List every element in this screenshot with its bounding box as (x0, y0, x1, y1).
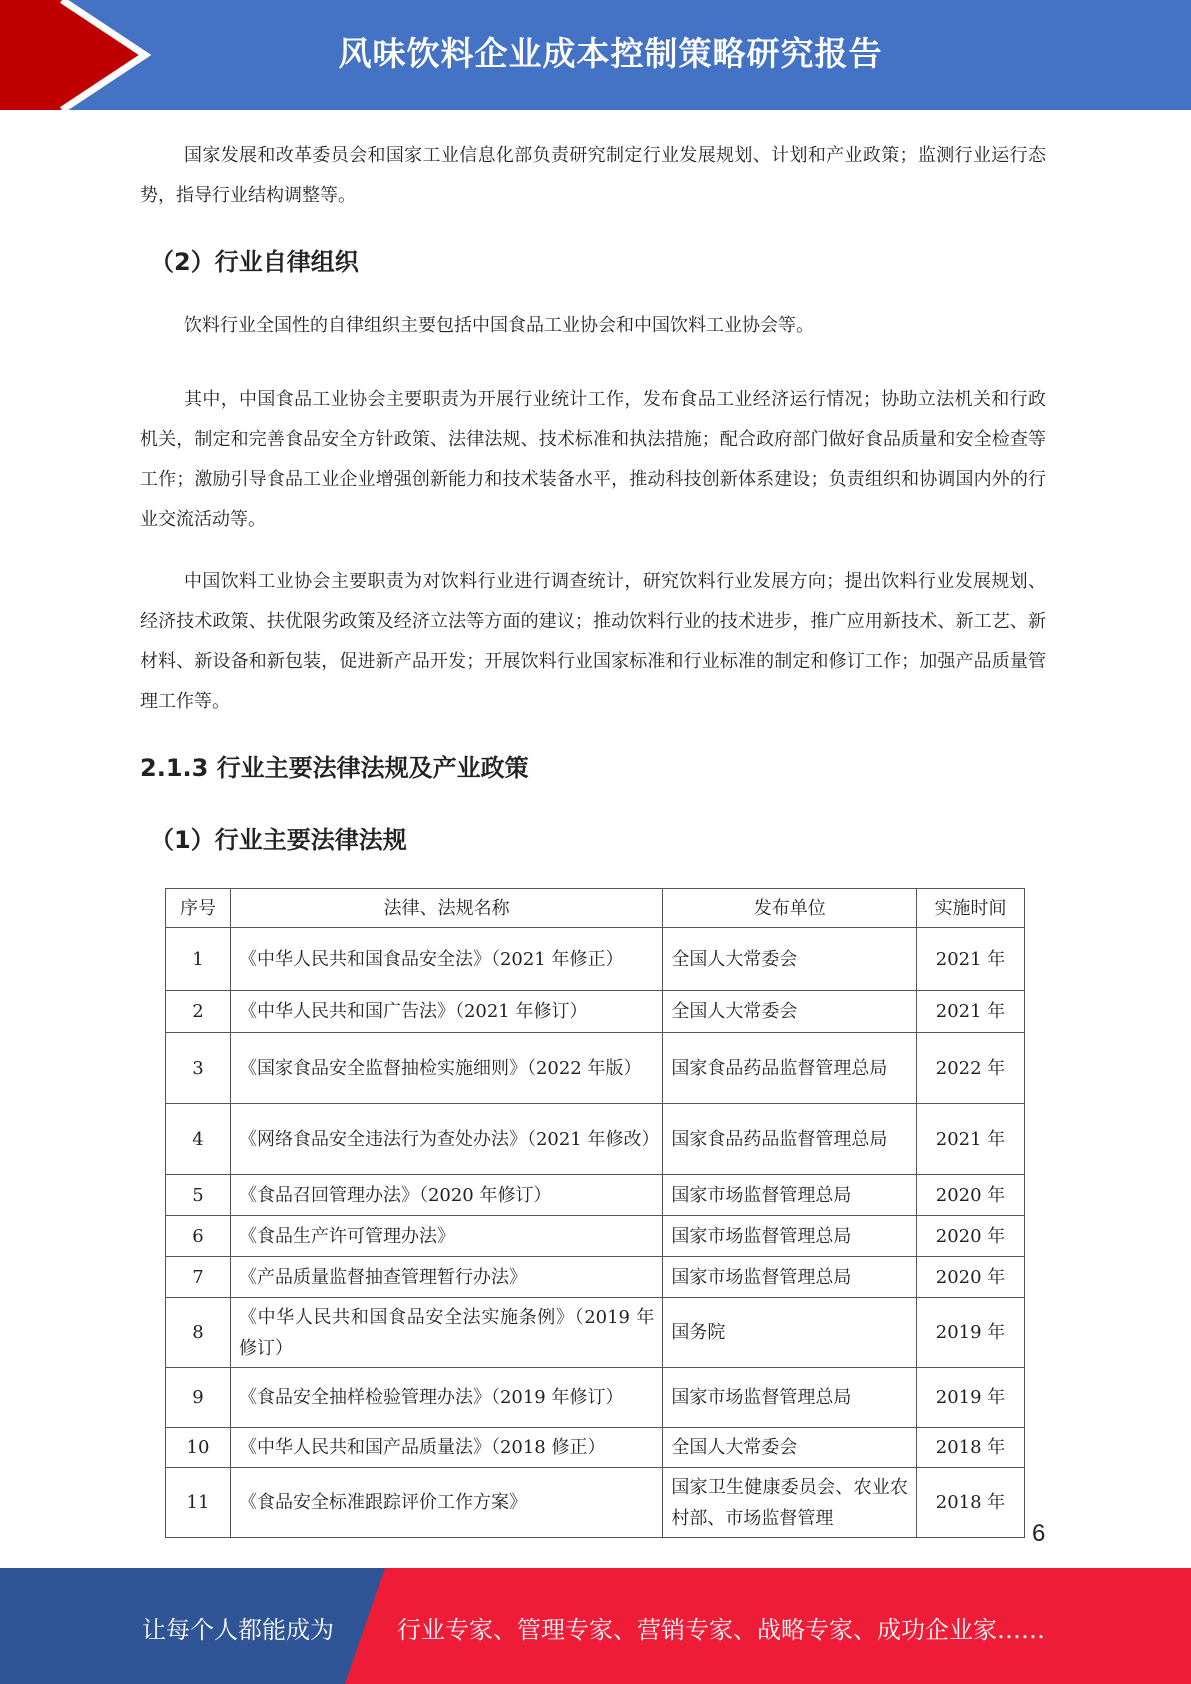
issuing-authority: 全国人大常委会 (663, 1428, 917, 1468)
table-row (166, 1216, 1025, 1257)
row-number: 5 (166, 1175, 231, 1216)
issuing-authority: 国家市场监督管理总局 (663, 1216, 917, 1257)
effective-year: 2018 年 (917, 1428, 1025, 1468)
table-row (166, 1104, 1025, 1175)
law-name: 《食品安全抽样检验管理办法》（2019 年修订） (230, 1368, 662, 1428)
effective-year: 2021 年 (917, 928, 1025, 991)
issuing-authority: 国家市场监督管理总局 (663, 1368, 917, 1428)
row-number: 11 (166, 1468, 231, 1538)
effective-year: 2020 年 (917, 1257, 1025, 1298)
issuing-authority: 国家市场监督管理总局 (663, 1175, 917, 1216)
page-header (0, 0, 1191, 110)
issuing-authority: 国家食品药品监督管理总局 (663, 1033, 917, 1104)
footer-slogan-right: 行业专家、管理专家、营销专家、战略专家、成功企业家…… (397, 1616, 1045, 1644)
law-name: 《食品安全标准跟踪评价工作方案》 (230, 1468, 662, 1538)
issuing-authority: 国家食品药品监督管理总局 (663, 1104, 917, 1175)
report-title: 风味饮料企业成本控制策略研究报告 (338, 34, 883, 73)
effective-year: 2018 年 (917, 1468, 1025, 1538)
issuing-authority: 国家市场监督管理总局 (663, 1257, 917, 1298)
table-row (166, 1368, 1025, 1428)
row-number: 2 (166, 991, 231, 1033)
laws-table (165, 888, 1025, 1538)
header-cell: 发布单位 (663, 889, 917, 928)
table-header-row (166, 889, 1025, 928)
table-row (166, 991, 1025, 1033)
table-row (166, 1298, 1025, 1368)
effective-year: 2020 年 (917, 1175, 1025, 1216)
section-heading: （2）行业自律组织 (150, 248, 359, 276)
row-number: 3 (166, 1033, 231, 1104)
issuing-authority: 全国人大常委会 (663, 928, 917, 991)
effective-year: 2019 年 (917, 1298, 1025, 1368)
law-name: 《国家食品安全监督抽检实施细则》（2022 年版） (230, 1033, 662, 1104)
page-number: 6 (1032, 1520, 1046, 1547)
effective-year: 2021 年 (917, 991, 1025, 1033)
section-heading: 2.1.3 行业主要法律法规及产业政策 (140, 754, 529, 782)
effective-year: 2022 年 (917, 1033, 1025, 1104)
issuing-authority: 全国人大常委会 (663, 991, 917, 1033)
row-number: 6 (166, 1216, 231, 1257)
row-number: 10 (166, 1428, 231, 1468)
law-name: 《网络食品安全违法行为查处办法》（2021 年修改） (230, 1104, 662, 1175)
paragraph: 中国饮料工业协会主要职责为对饮料行业进行调查统计，研究饮料行业发展方向；提出饮料行业发展规划、经济技术政策、扶优限劣政策及经济立法等方面的建议；推动饮料行业的技术进步，推广应用新技术、新工艺、新材料、新设备和新包装，促进新产品开发；开展饮料行业国家标准和行业标准的制定和修订工作；加强产品质量管理工作等。 (140, 571, 1046, 712)
law-name: 《中华人民共和国产品质量法》（2018 修正） (230, 1428, 662, 1468)
row-number: 4 (166, 1104, 231, 1175)
issuing-authority: 国家卫生健康委员会、农业农村部、市场监督管理 (663, 1468, 917, 1538)
effective-year: 2019 年 (917, 1368, 1025, 1428)
effective-year: 2020 年 (917, 1216, 1025, 1257)
page-footer (0, 1568, 1191, 1684)
row-number: 9 (166, 1368, 231, 1428)
law-name: 《食品召回管理办法》（2020 年修订） (230, 1175, 662, 1216)
header-cell: 法律、法规名称 (230, 889, 662, 928)
table-row (166, 1257, 1025, 1298)
paragraph: 国家发展和改革委员会和国家工业信息化部负责研究制定行业发展规划、计划和产业政策；监测行业运行态势，指导行业结构调整等。 (140, 145, 1046, 206)
law-name: 《产品质量监督抽查管理暂行办法》 (230, 1257, 662, 1298)
section-heading: （1）行业主要法律法规 (150, 826, 407, 854)
header-cell: 实施时间 (917, 889, 1025, 928)
table-row (166, 1033, 1025, 1104)
row-number: 7 (166, 1257, 231, 1298)
row-number: 8 (166, 1298, 231, 1368)
table-row (166, 1468, 1025, 1538)
law-name: 《中华人民共和国广告法》（2021 年修订） (230, 991, 662, 1033)
law-name: 《中华人民共和国食品安全法实施条例》（2019 年修订） (230, 1298, 662, 1368)
row-number: 1 (166, 928, 231, 991)
table-row (166, 928, 1025, 991)
issuing-authority: 国务院 (663, 1298, 917, 1368)
header-cell: 序号 (166, 889, 231, 928)
table-row (166, 1428, 1025, 1468)
law-name: 《食品生产许可管理办法》 (230, 1216, 662, 1257)
effective-year: 2021 年 (917, 1104, 1025, 1175)
paragraph: 其中，中国食品工业协会主要职责为开展行业统计工作，发布食品工业经济运行情况；协助立法机关和行政机关，制定和完善食品安全方针政策、法律法规、技术标准和执法措施；配合政府部门做好食品质量和安全检查等工作；激励引导食品工业企业增强创新能力和技术装备水平，推动科技创新体系建设；负责组织和协调国内外的行业交流活动等。 (140, 389, 1046, 530)
table-row (166, 1175, 1025, 1216)
footer-slogan-left: 让每个人都能成为 (142, 1616, 334, 1644)
law-name: 《中华人民共和国食品安全法》（2021 年修正） (230, 928, 662, 991)
paragraph: 饮料行业全国性的自律组织主要包括中国食品工业协会和中国饮料工业协会等。 (184, 315, 814, 336)
